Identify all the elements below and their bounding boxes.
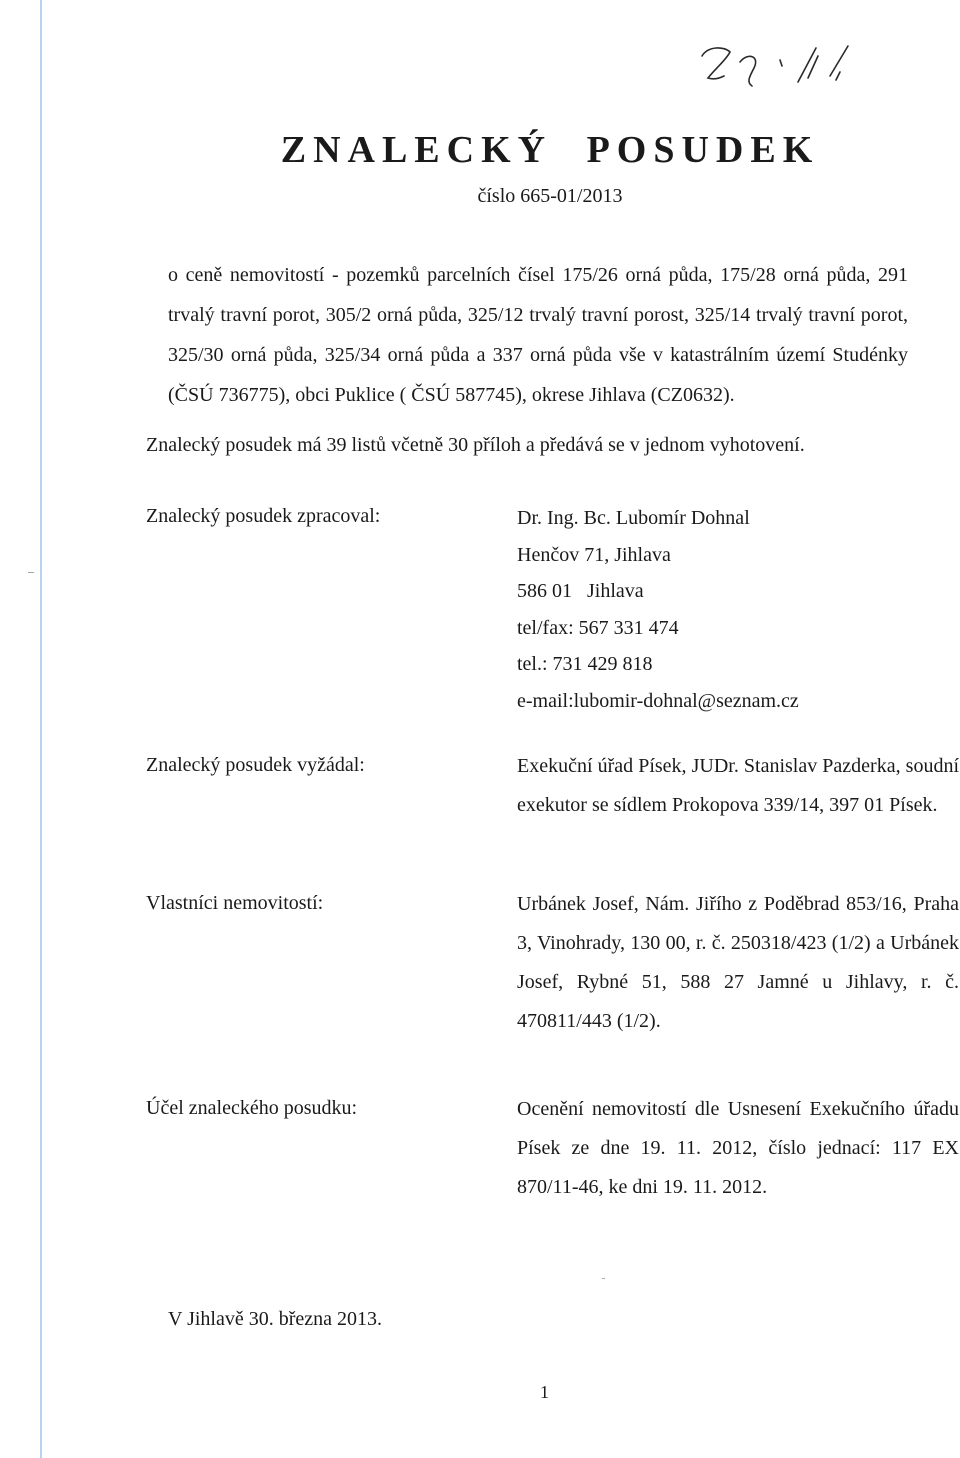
expert-telfax: tel/fax: 567 331 474: [517, 616, 679, 639]
document-number: číslo 665-01/2013: [477, 185, 623, 207]
scan-artifact: [602, 1278, 605, 1279]
requested-by-label: Znalecký posudek vyžádal:: [146, 754, 365, 776]
requested-by-details: [517, 747, 959, 825]
purpose-label: Účel znaleckého posudku:: [146, 1097, 358, 1119]
handwritten-mark: [690, 42, 860, 102]
document-title: ZNALECKÝ POSUDEK: [280, 129, 820, 171]
owners-details: [517, 885, 959, 1041]
purpose-text: Ocenění nemovitostí dle Usnesení Exekučního úřadu Písek ze dne 19. 11. 2012, číslo jednací: 117 EX 870/11-46, ke dni 19. 11. 2012.: [517, 1098, 959, 1198]
expert-street: Henčov 71, Jihlava: [517, 543, 671, 566]
requested-by-text: Exekuční úřad Písek, JUDr. Stanislav Pazderka, soudní exekutor se sídlem Prokopova 339/14, 397 01 Písek.: [517, 755, 959, 816]
expert-name: Dr. Ing. Bc. Lubomír Dohnal: [517, 507, 750, 529]
purpose-details: [517, 1090, 959, 1207]
expert-city: 586 01 Jihlava: [517, 580, 644, 602]
owners-text: Urbánek Josef, Nám. Jiřího z Poděbrad 853/16, Praha 3, Vinohrady, 130 00, r. č. 250318/423 (1/2) a Urbánek Josef, Rybné 51, 588 27 Jamné u Jihlavy, r. č. 470811/443 (1/2).: [517, 893, 959, 1032]
page-number: 1: [540, 1382, 549, 1402]
processed-by-label: Znalecký posudek zpracoval:: [146, 505, 381, 527]
owners-label: Vlastníci nemovitostí:: [146, 892, 324, 914]
expert-tel: tel.: 731 429 818: [517, 653, 653, 675]
scan-artifact: [28, 572, 34, 573]
sheets-note: Znalecký posudek má 39 listů včetně 30 příloh a předává se v jednom vyhotovení.: [146, 434, 805, 456]
subject-description: o ceně nemovitostí - pozemků parcelních čísel 175/26 orná půda, 175/28 orná půda, 291 trvalý travní porot, 305/2 orná půda, 325/12 trvalý travní porost, 325/14 trvalý travní porot, 325/30 orná půda, 325/34 orná půda a 337 orná půda vše v katastrálním území Studénky (ČSÚ 736775), obci Puklice ( ČSÚ 587745), okrese Jihlava (CZ0632).: [168, 264, 908, 406]
page-margin-line: [40, 0, 42, 1458]
expert-email: e-mail:lubomir-dohnal@seznam.cz: [517, 689, 799, 712]
processed-by-details: [517, 500, 959, 719]
place-and-date: V Jihlavě 30. března 2013.: [168, 1308, 383, 1330]
